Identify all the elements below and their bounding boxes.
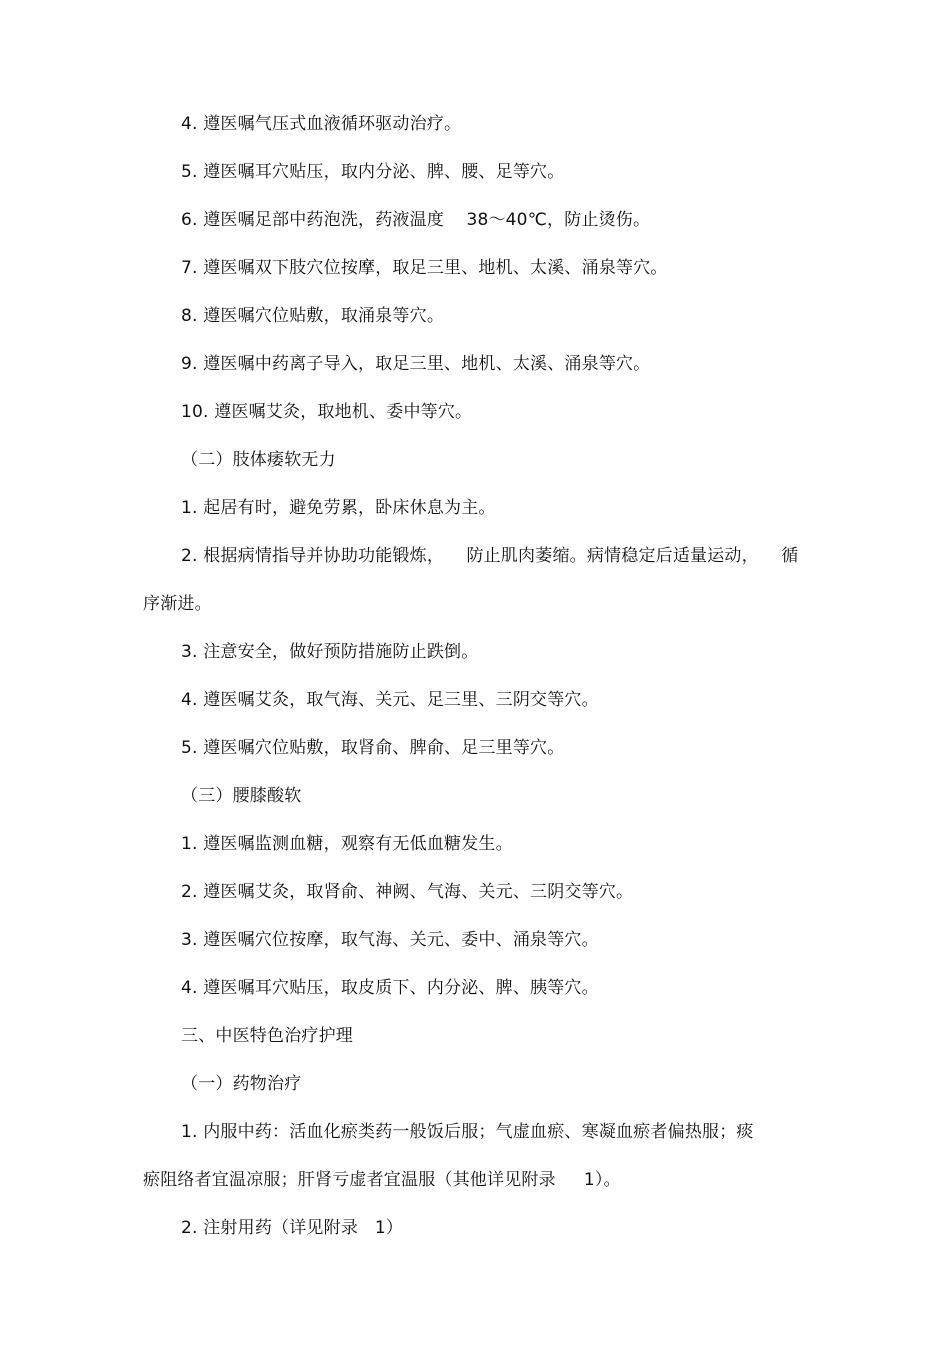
- text-line: 2. 根据病情指导并协助功能锻炼， 防止肌肉萎缩。病情稳定后适量运动， 循: [181, 546, 799, 566]
- text-line: 5. 遵医嘱穴位贴敷，取肾俞、脾俞、足三里等穴。: [181, 738, 565, 758]
- text-line: 9. 遵医嘱中药离子导入，取足三里、地机、太溪、涌泉等穴。: [181, 354, 651, 374]
- text-line: 4. 遵医嘱艾灸，取气海、关元、足三里、三阴交等穴。: [181, 690, 599, 710]
- text-line: 4. 遵医嘱耳穴贴压，取皮质下、内分泌、脾、胰等穴。: [181, 978, 599, 998]
- text-line: 10. 遵医嘱艾灸，取地机、委中等穴。: [181, 402, 473, 422]
- text-line: 3. 遵医嘱穴位按摩，取气海、关元、委中、涌泉等穴。: [181, 930, 599, 950]
- text-line: 1. 内服中药：活血化瘀类药一般饭后服；气虚血瘀、寒凝血瘀者偏热服；痰: [181, 1122, 754, 1142]
- text-line: 5. 遵医嘱耳穴贴压，取内分泌、脾、腰、足等穴。: [181, 162, 565, 182]
- section-heading: （一）药物治疗: [181, 1074, 302, 1094]
- text-line: 3. 注意安全，做好预防措施防止跌倒。: [181, 642, 479, 662]
- text-line: 2. 注射用药（详见附录 1）: [181, 1218, 404, 1238]
- section-heading: （二）肢体痿软无力: [181, 450, 336, 470]
- text-line: 7. 遵医嘱双下肢穴位按摩，取足三里、地机、太溪、涌泉等穴。: [181, 258, 668, 278]
- text-line: 8. 遵医嘱穴位贴敷，取涌泉等穴。: [181, 306, 445, 326]
- text-line: 4. 遵医嘱气压式血液循环驱动治疗。: [181, 114, 462, 134]
- text-line: 2. 遵医嘱艾灸，取肾俞、神阙、气海、关元、三阴交等穴。: [181, 882, 634, 902]
- text-line: 1. 遵医嘱监测血糖，观察有无低血糖发生。: [181, 834, 513, 854]
- chapter-heading: 三、中医特色治疗护理: [181, 1026, 353, 1046]
- text-line: 序渐进。: [143, 594, 212, 614]
- section-heading: （三）腰膝酸软: [181, 786, 302, 806]
- text-line: 1. 起居有时，避免劳累，卧床休息为主。: [181, 498, 496, 518]
- text-line: 瘀阻络者宜温凉服；肝肾亏虚者宜温服（其他详见附录 1）。: [143, 1170, 621, 1190]
- text-line: 6. 遵医嘱足部中药泡洗，药液温度 38～40℃，防止烫伤。: [181, 210, 651, 230]
